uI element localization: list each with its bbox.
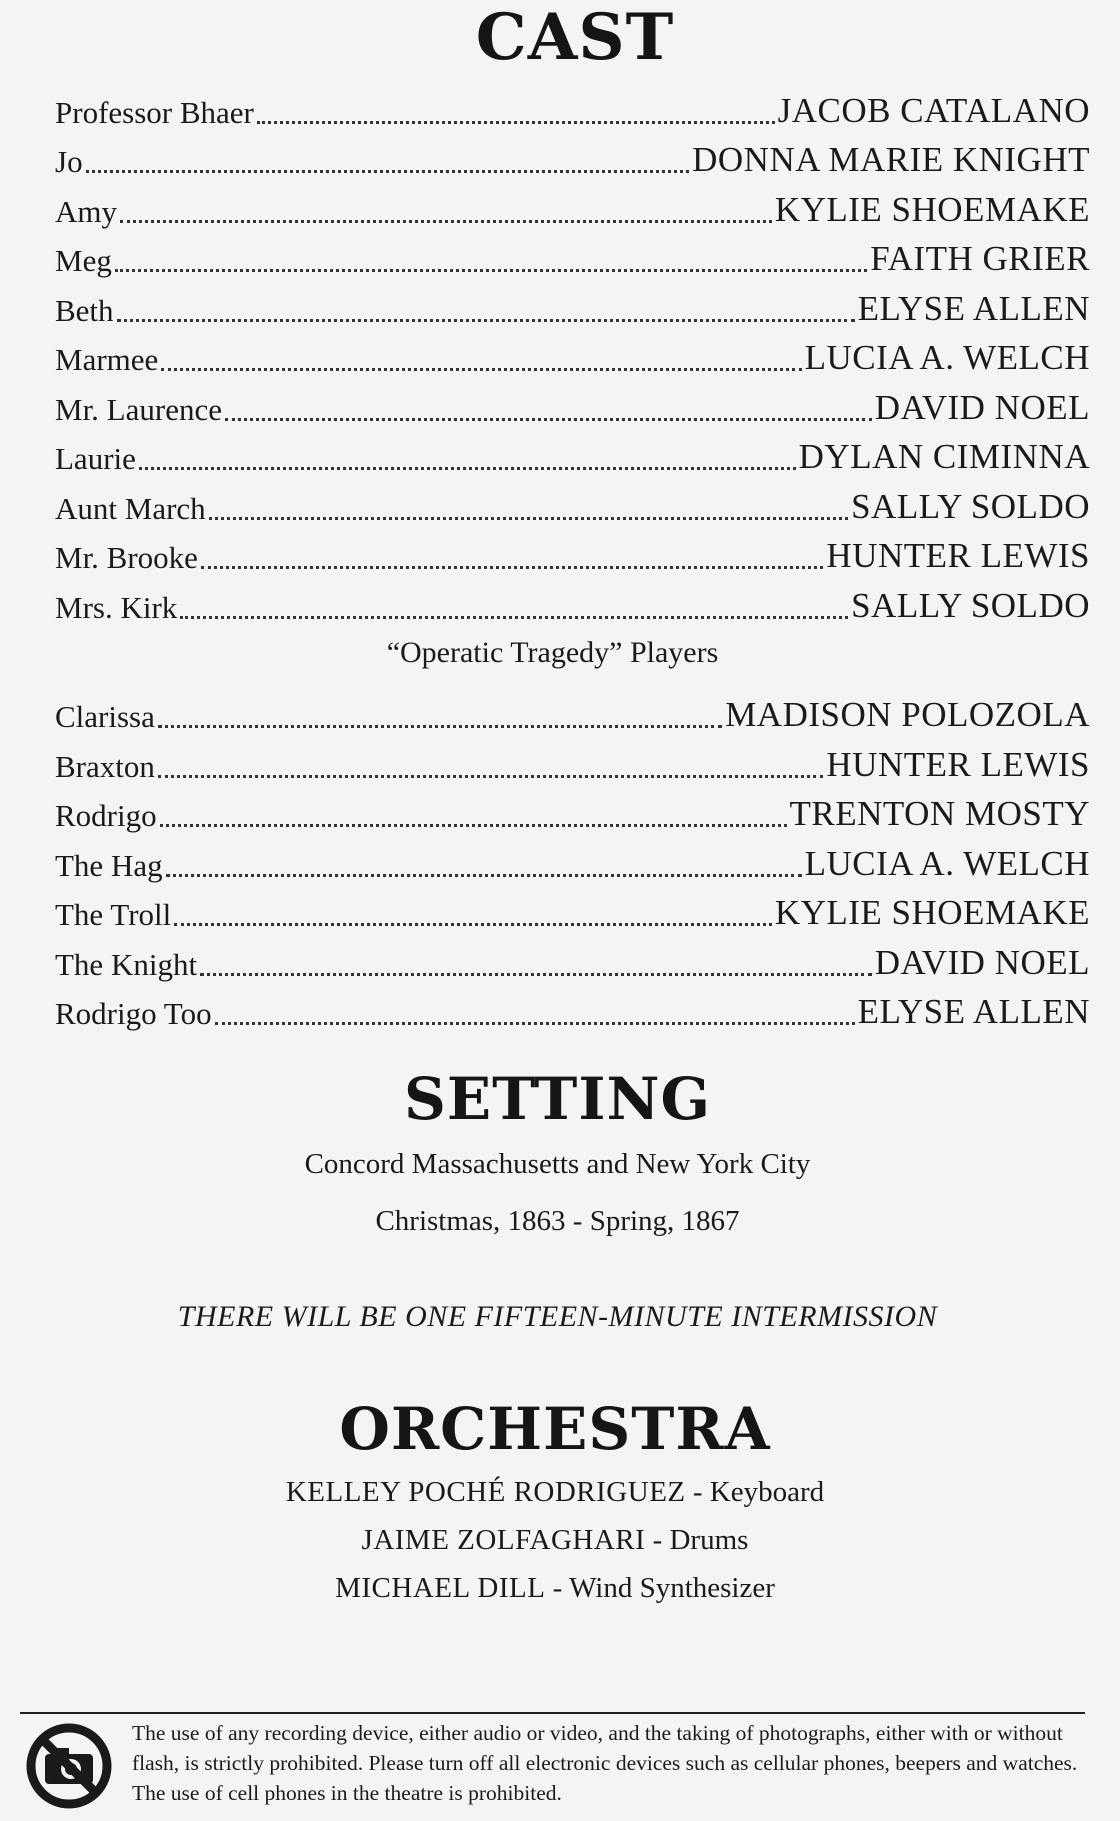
cast-list — [55, 78, 1090, 1029]
orchestra-member — [0, 1468, 1110, 1516]
cast-actor: DONNA MARIE KNIGHT — [692, 140, 1090, 179]
orchestra-member — [0, 1564, 1110, 1612]
cast-role: Marmee — [55, 342, 159, 377]
cast-row — [55, 831, 1090, 881]
cast-row — [55, 782, 1090, 832]
setting-time: Christmas, 1863 - Spring, 1867 — [375, 1205, 740, 1237]
cast-row — [55, 573, 1090, 623]
setting-place: Concord Massachusetts and New York City — [304, 1148, 811, 1180]
musician-instrument: Wind Synthesizer — [569, 1572, 775, 1604]
cast-actor: DAVID NOEL — [874, 942, 1090, 982]
cast-role: Professor Bhaer — [55, 94, 254, 130]
cast-actor: KYLIE SHOEMAKE — [774, 189, 1090, 229]
dot-leader — [160, 824, 787, 827]
cast-row — [55, 980, 1090, 1030]
cast-role: Mr. Laurence — [55, 391, 222, 427]
cast-row — [55, 732, 1090, 782]
musician-name: MICHAEL DILL — [335, 1572, 546, 1604]
dot-leader — [257, 121, 775, 124]
cast-actor: JACOB CATALANO — [777, 90, 1090, 130]
cast-role: Beth — [55, 292, 114, 328]
cast-row — [55, 524, 1090, 574]
cast-actor: KYLIE SHOEMAKE — [774, 893, 1090, 932]
intermission-note: THERE WILL BE ONE FIFTEEN-MINUTE INTERMISSION — [177, 1300, 938, 1333]
cast-role: Braxton — [55, 748, 155, 784]
dot-leader — [174, 923, 772, 926]
dot-leader — [201, 566, 823, 569]
cast-role: Laurie — [55, 441, 136, 476]
dot-leader — [86, 170, 690, 173]
musician-name: JAIME ZOLFAGHARI — [361, 1524, 646, 1556]
separator: - — [645, 1524, 670, 1556]
dot-leader — [209, 517, 848, 520]
cast-row — [55, 881, 1090, 931]
cast-actor: TRENTON MOSTY — [789, 794, 1090, 833]
cast-role: Rodrigo — [55, 798, 157, 833]
dot-leader — [215, 1022, 855, 1025]
footer-divider — [20, 1712, 1085, 1714]
cast-role: The Hag — [55, 847, 163, 883]
cast-actor: DAVID NOEL — [874, 387, 1090, 427]
cast-actor: LUCIA A. WELCH — [804, 843, 1090, 883]
dot-leader — [158, 725, 722, 728]
musician-instrument: Drums — [669, 1524, 749, 1556]
musician-instrument: Keyboard — [709, 1476, 825, 1508]
cast-actor: MADISON POLOZOLA — [725, 695, 1090, 734]
cast-role: The Knight — [55, 946, 198, 982]
dot-leader — [139, 467, 796, 470]
cast-heading: CAST — [475, 0, 675, 75]
dot-leader — [120, 220, 772, 223]
no-camera-icon — [25, 1722, 113, 1810]
cast-actor: HUNTER LEWIS — [826, 744, 1090, 784]
musician-name: KELLEY POCHÉ RODRIGUEZ — [285, 1476, 686, 1508]
dot-leader — [161, 368, 801, 371]
players-heading: “Operatic Tragedy” Players — [386, 635, 719, 669]
separator: - — [685, 1476, 710, 1508]
cast-role: The Troll — [55, 897, 172, 932]
cast-row — [55, 177, 1090, 227]
dot-leader — [158, 775, 824, 778]
orchestra-member — [0, 1516, 1110, 1564]
setting-heading: SETTING — [403, 1065, 712, 1133]
dot-leader — [225, 418, 872, 421]
cast-actor: SALLY SOLDO — [851, 585, 1090, 625]
dot-leader — [115, 269, 867, 272]
cast-row — [55, 425, 1090, 475]
cast-actor: ELYSE ALLEN — [857, 992, 1090, 1031]
cast-row — [55, 375, 1090, 425]
cast-actor: DYLAN CIMINNA — [798, 437, 1090, 476]
cast-actor: LUCIA A. WELCH — [804, 338, 1090, 377]
cast-actor: HUNTER LEWIS — [826, 536, 1090, 575]
orchestra-heading: ORCHESTRA — [339, 1395, 771, 1463]
cast-row — [55, 683, 1090, 733]
dot-leader — [117, 319, 855, 322]
cast-row — [55, 276, 1090, 326]
cast-actor: ELYSE ALLEN — [857, 288, 1090, 328]
dot-leader — [200, 973, 872, 976]
cast-row — [55, 227, 1090, 277]
orchestra-list — [0, 1468, 1110, 1612]
cast-role: Meg — [55, 243, 112, 278]
cast-role: Mrs. Kirk — [55, 589, 178, 625]
cast-role: Mr. Brooke — [55, 540, 198, 575]
cast-role: Jo — [55, 144, 83, 179]
recording-notice: The use of any recording device, either audio or video, and the taking of photographs, either with or without flash, is strictly prohibited. Please turn off all electronic devices such as cellular phones, beepers and watches. The use of cell phones in the theatre is prohibited. — [132, 1721, 1078, 1805]
cast-role: Amy — [55, 193, 117, 229]
cast-row — [55, 78, 1090, 128]
cast-row — [55, 326, 1090, 376]
cast-role: Clarissa — [55, 699, 155, 734]
dot-leader — [166, 874, 802, 877]
cast-role: Rodrigo Too — [55, 996, 212, 1031]
separator: - — [545, 1572, 570, 1604]
cast-row — [55, 474, 1090, 524]
cast-actor: FAITH GRIER — [870, 239, 1090, 278]
cast-row — [55, 128, 1090, 178]
cast-actor: SALLY SOLDO — [851, 486, 1090, 526]
cast-row — [55, 930, 1090, 980]
cast-role: Aunt March — [55, 490, 206, 526]
dot-leader — [180, 616, 848, 619]
